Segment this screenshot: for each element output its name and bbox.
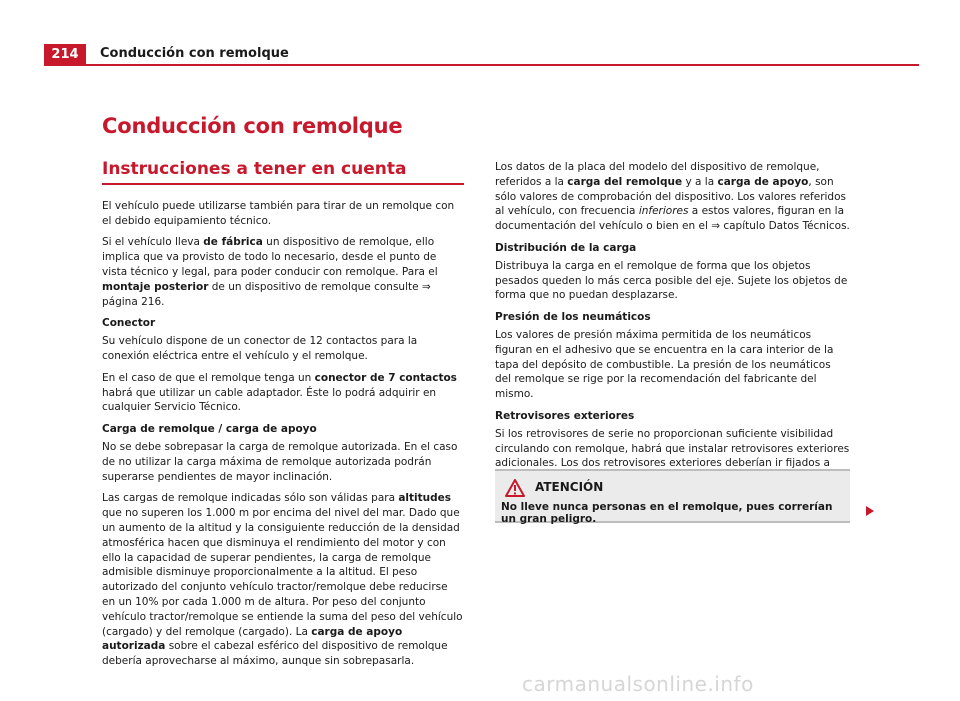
heading-distribucion: Distribución de la carga (495, 241, 637, 254)
paragraph-adapter: En el caso de que el remolque tenga un conector de 7 contactos habrá que utilizar un cable adaptador. Éste lo podrá adquirir en cualquier Servicio Técnico. (102, 371, 457, 414)
paragraph-carga: No se debe sobrepasar la carga de remolque autorizada. En el caso de no utilizar la carga máxima de remolque autorizada podrán superarse pendientes de mayor inclinación. (102, 440, 458, 483)
heading-presion: Presión de los neumáticos (495, 311, 651, 324)
warning-triangle-icon (505, 479, 525, 497)
section-title: Instrucciones a tener en cuenta (102, 159, 407, 179)
paragraph-distribucion: Distribuya la carga en el remolque de forma que los objetos pesados queden lo más cerca posible del eje. Sujete los objetos de forma que no puedan desplazarse. (495, 259, 848, 302)
page-number: 214 (44, 44, 86, 64)
warning-text: No lleve nunca personas en el remolque, pues correrían un gran peligro. (501, 501, 833, 525)
left-column (102, 159, 464, 676)
warning-box (495, 469, 850, 523)
chapter-title: Conducción con remolque (102, 114, 403, 138)
paragraph-placa: Los datos de la placa del modelo del dispositivo de remolque, referidos a la carga del remolque y a la carga de apoyo, son sólo valores de comprobación del dispositivo. Los valores referidos al vehículo, con frecuencia inferiores a estos valores, figuran en la documentación del vehículo o bien en el ⇒ capítulo Datos Técnicos. (495, 161, 850, 233)
header-divider (44, 64, 919, 66)
paragraph-presion: Los valores de presión máxima permitida de los neumáticos figuran en el adhesivo que se encuentra en la cara interior de la tapa del depósito de combustible. La presión de los neumáticos del remolque se rige por la recomendación del fabricante del mismo. (495, 328, 834, 401)
paragraph-factory-hitch: Si el vehículo lleva de fábrica un dispositivo de remolque, ello implica que va provisto de todo lo necesario, desde el punto de vista técnico y legal, para poder conducir con remolque. Para el montaje posterior de un dispositivo de remolque consulte ⇒ página 216. (102, 236, 438, 308)
right-column (495, 160, 850, 508)
paragraph-conector: Su vehículo dispone de un conector de 12 contactos para la conexión eléctrica entre el vehículo y el remolque. (102, 335, 418, 362)
warning-title: ATENCIÓN (535, 480, 604, 494)
watermark: carmanualsonline.info (522, 672, 754, 696)
heading-carga: Carga de remolque / carga de apoyo (102, 423, 317, 436)
running-header-title: Conducción con remolque (100, 46, 289, 61)
heading-conector: Conector (102, 317, 156, 330)
paragraph-altitudes: Las cargas de remolque indicadas sólo son válidas para altitudes que no superen los 1.000 m por encima del nivel del mar. Dado que un aumento de la altitud y la consiguiente reducción de la densidad atmosférica hacen que disminuya el rendimiento del motor y con ello la capacidad de superar pendientes, la carga de remolque admisible disminuye proporcionalmente a la altitud. El peso autorizado del conjunto vehículo tractor/remolque debe reducirse en un 10% por cada 1.000 m de altura. Por peso del conjunto vehículo tractor/remolque se entiende la suma del peso del vehículo (cargado) y del remolque (cargado). La carga de apoyo autorizada sobre el cabezal esférico del dispositivo de remolque debería aprovecharse al máximo, aunque sin sobrepasarla. (102, 492, 463, 668)
paragraph-retrovisores: Si los retrovisores de serie no proporcionan suficiente visibilidad circulando con remolque, habrá que instalar retrovisores exteriores adicionales. Los dos retrovisores exteriores deberían ir fijados a (495, 427, 850, 470)
heading-retrovisores: Retrovisores exteriores (495, 409, 635, 422)
paragraph-intro: El vehículo puede utilizarse también para tirar de un remolque con el debido equipamiento técnico. (102, 199, 455, 227)
section-divider (102, 183, 464, 185)
next-page-arrow-icon (866, 506, 874, 516)
